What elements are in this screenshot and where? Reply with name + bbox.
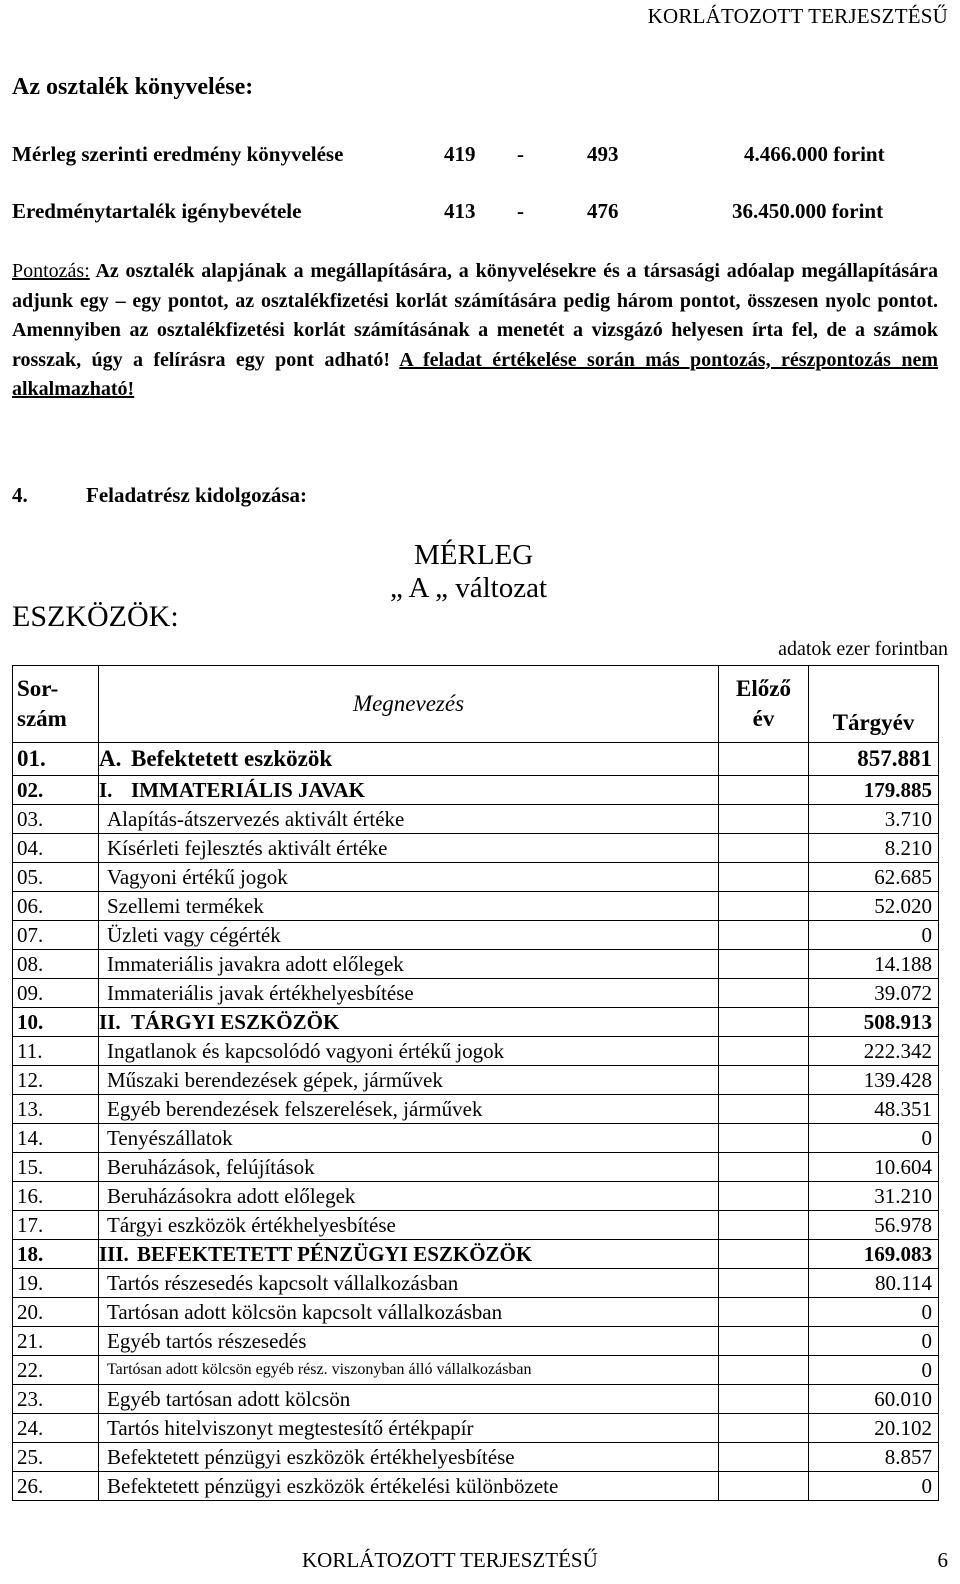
table-row bbox=[13, 743, 939, 776]
row-name: Egyéb berendezések felszerelések, járművek bbox=[107, 1096, 483, 1121]
row-previous-year bbox=[719, 1066, 809, 1095]
row-number: 02. bbox=[13, 776, 99, 805]
row-previous-year bbox=[719, 1327, 809, 1356]
row-name: Ingatlanok és kapcsolódó vagyoni értékű jogok bbox=[107, 1038, 505, 1063]
row-previous-year bbox=[719, 1414, 809, 1443]
row-name: Üzleti vagy cégérték bbox=[107, 922, 281, 947]
table-row bbox=[13, 892, 939, 921]
row-previous-year bbox=[719, 776, 809, 805]
table-row bbox=[13, 1182, 939, 1211]
row-current-year: 222.342 bbox=[809, 1037, 939, 1066]
row-current-year: 169.083 bbox=[809, 1240, 939, 1269]
row-label bbox=[99, 834, 719, 863]
row-number: 22. bbox=[13, 1356, 99, 1385]
row-previous-year bbox=[719, 1472, 809, 1501]
scoring-label: Pontozás: bbox=[12, 260, 90, 282]
row-previous-year bbox=[719, 1211, 809, 1240]
row-name: Tartósan adott kölcsön kapcsolt vállalkozásban bbox=[107, 1299, 503, 1324]
page-footer-classification: KORLÁTOZOTT TERJESZTÉSŰ bbox=[302, 1548, 598, 1572]
table-row bbox=[13, 1240, 939, 1269]
page-number: 6 bbox=[937, 1548, 948, 1572]
row-current-year: 0 bbox=[809, 921, 939, 950]
row-label bbox=[99, 1240, 719, 1269]
row-label bbox=[99, 950, 719, 979]
row-previous-year bbox=[719, 805, 809, 834]
balance-variant: „ A „ változat bbox=[390, 572, 548, 604]
row-label bbox=[99, 1211, 719, 1240]
table-row bbox=[13, 1298, 939, 1327]
journal-debit: 419 bbox=[444, 142, 476, 166]
row-number: 18. bbox=[13, 1240, 99, 1269]
row-number: 16. bbox=[13, 1182, 99, 1211]
row-previous-year bbox=[719, 1298, 809, 1327]
row-previous-year bbox=[719, 1182, 809, 1211]
row-previous-year bbox=[719, 1008, 809, 1037]
row-label bbox=[99, 863, 719, 892]
row-name: Befektetett eszközök bbox=[131, 746, 333, 771]
row-current-year: 60.010 bbox=[809, 1385, 939, 1414]
row-current-year: 8.210 bbox=[809, 834, 939, 863]
row-previous-year bbox=[719, 921, 809, 950]
row-number: 23. bbox=[13, 1385, 99, 1414]
row-label bbox=[99, 1472, 719, 1501]
table-row bbox=[13, 1269, 939, 1298]
row-label bbox=[99, 1066, 719, 1095]
table-row bbox=[13, 1037, 939, 1066]
row-label bbox=[99, 921, 719, 950]
row-name: Egyéb tartósan adott kölcsön bbox=[107, 1386, 351, 1411]
row-number: 26. bbox=[13, 1472, 99, 1501]
row-number: 10. bbox=[13, 1008, 99, 1037]
row-label bbox=[99, 1182, 719, 1211]
row-label bbox=[99, 776, 719, 805]
journal-amount: 4.466.000 forint bbox=[744, 142, 885, 166]
column-header-name: Megnevezés bbox=[99, 666, 719, 743]
row-previous-year bbox=[719, 1153, 809, 1182]
row-name: Egyéb tartós részesedés bbox=[107, 1328, 307, 1353]
row-name: Szellemi termékek bbox=[107, 893, 264, 918]
row-name: Befektetett pénzügyi eszközök értékelési különbözete bbox=[107, 1473, 559, 1498]
row-label bbox=[99, 892, 719, 921]
row-previous-year bbox=[719, 1124, 809, 1153]
row-code: II. bbox=[99, 1009, 121, 1034]
table-row bbox=[13, 1211, 939, 1240]
table-row bbox=[13, 1443, 939, 1472]
row-name: Immateriális javak értékhelyesbítése bbox=[107, 980, 414, 1005]
row-label bbox=[99, 1153, 719, 1182]
row-name: Műszaki berendezések gépek, járművek bbox=[107, 1067, 443, 1092]
row-current-year: 857.881 bbox=[809, 743, 939, 776]
row-name: Tartós részesedés kapcsolt vállalkozásban bbox=[107, 1270, 459, 1295]
row-name: Tárgyi eszközök értékhelyesbítése bbox=[107, 1212, 396, 1237]
table-row bbox=[13, 1066, 939, 1095]
row-name: Tartósan adott kölcsön egyéb rész. viszonyban álló vállalkozásban bbox=[107, 1361, 532, 1378]
column-header-sorszam: Sor- szám bbox=[13, 666, 99, 743]
journal-separator: - bbox=[517, 199, 524, 223]
row-current-year: 14.188 bbox=[809, 950, 939, 979]
row-previous-year bbox=[719, 979, 809, 1008]
table-row bbox=[13, 834, 939, 863]
row-current-year: 56.978 bbox=[809, 1211, 939, 1240]
row-number: 07. bbox=[13, 921, 99, 950]
row-number: 09. bbox=[13, 979, 99, 1008]
row-current-year: 80.114 bbox=[809, 1269, 939, 1298]
row-name: BEFEKTETETT PÉNZÜGYI ESZKÖZÖK bbox=[137, 1241, 533, 1266]
table-row bbox=[13, 863, 939, 892]
journal-credit: 493 bbox=[587, 142, 619, 166]
row-previous-year bbox=[719, 1095, 809, 1124]
row-label bbox=[99, 1095, 719, 1124]
row-current-year: 31.210 bbox=[809, 1182, 939, 1211]
row-previous-year bbox=[719, 1356, 809, 1385]
row-number: 01. bbox=[13, 743, 99, 776]
row-label bbox=[99, 1037, 719, 1066]
row-label bbox=[99, 805, 719, 834]
column-header-current-year: Tárgyév bbox=[809, 666, 939, 743]
table-row bbox=[13, 805, 939, 834]
table-row bbox=[13, 1327, 939, 1356]
row-label bbox=[99, 1385, 719, 1414]
row-current-year: 62.685 bbox=[809, 863, 939, 892]
row-current-year: 48.351 bbox=[809, 1095, 939, 1124]
row-name: Beruházásokra adott előlegek bbox=[107, 1183, 356, 1208]
row-label bbox=[99, 1298, 719, 1327]
row-previous-year bbox=[719, 950, 809, 979]
journal-amount: 36.450.000 forint bbox=[732, 199, 884, 223]
row-number: 20. bbox=[13, 1298, 99, 1327]
row-number: 25. bbox=[13, 1443, 99, 1472]
table-row bbox=[13, 1124, 939, 1153]
row-label bbox=[99, 1008, 719, 1037]
row-number: 21. bbox=[13, 1327, 99, 1356]
row-name: Befektetett pénzügyi eszközök értékhelyesbítése bbox=[107, 1444, 515, 1469]
table-row bbox=[13, 1095, 939, 1124]
row-previous-year bbox=[719, 1443, 809, 1472]
row-current-year: 52.020 bbox=[809, 892, 939, 921]
row-previous-year bbox=[719, 1269, 809, 1298]
table-row bbox=[13, 979, 939, 1008]
balance-table bbox=[12, 665, 939, 1501]
row-number: 03. bbox=[13, 805, 99, 834]
row-number: 13. bbox=[13, 1095, 99, 1124]
journal-separator: - bbox=[517, 142, 524, 166]
row-label bbox=[99, 1443, 719, 1472]
table-row bbox=[13, 1008, 939, 1037]
balance-side-label: ESZKÖZÖK: bbox=[12, 600, 179, 633]
journal-label: Mérleg szerinti eredmény könyvelése bbox=[12, 142, 344, 166]
journal-label: Eredménytartalék igénybevétele bbox=[12, 199, 302, 223]
balance-unit-note: adatok ezer forintban bbox=[778, 638, 948, 660]
row-number: 12. bbox=[13, 1066, 99, 1095]
row-current-year: 20.102 bbox=[809, 1414, 939, 1443]
row-current-year: 8.857 bbox=[809, 1443, 939, 1472]
row-code: III. bbox=[99, 1241, 129, 1266]
table-header-row bbox=[13, 666, 939, 743]
row-previous-year bbox=[719, 1385, 809, 1414]
row-number: 17. bbox=[13, 1211, 99, 1240]
row-label bbox=[99, 1327, 719, 1356]
row-label bbox=[99, 1124, 719, 1153]
row-number: 04. bbox=[13, 834, 99, 863]
row-previous-year bbox=[719, 863, 809, 892]
row-current-year: 0 bbox=[809, 1472, 939, 1501]
table-row bbox=[13, 1356, 939, 1385]
row-previous-year bbox=[719, 834, 809, 863]
row-number: 15. bbox=[13, 1153, 99, 1182]
row-name: Vagyoni értékű jogok bbox=[107, 864, 288, 889]
row-current-year: 179.885 bbox=[809, 776, 939, 805]
row-name: Tartós hitelviszonyt megtestesítő értékpapír bbox=[107, 1415, 474, 1440]
subsection-heading bbox=[12, 483, 307, 508]
row-previous-year bbox=[719, 1240, 809, 1269]
row-code: A. bbox=[99, 746, 122, 771]
table-row bbox=[13, 1472, 939, 1501]
row-current-year: 139.428 bbox=[809, 1066, 939, 1095]
page-header-classification: KORLÁTOZOTT TERJESZTÉSŰ bbox=[647, 4, 948, 28]
row-previous-year bbox=[719, 892, 809, 921]
scoring-note: A feladat értékelése során más pontozás, részpontozás nem alkalmazható! bbox=[12, 348, 938, 400]
row-current-year: 0 bbox=[809, 1298, 939, 1327]
row-name: IMMATERIÁLIS JAVAK bbox=[131, 777, 365, 802]
row-current-year: 0 bbox=[809, 1124, 939, 1153]
row-label bbox=[99, 743, 719, 776]
column-header-previous-year: Előző év bbox=[719, 666, 809, 743]
row-name: Beruházások, felújítások bbox=[107, 1154, 315, 1179]
scoring-paragraph bbox=[12, 257, 938, 405]
row-current-year: 0 bbox=[809, 1356, 939, 1385]
row-name: TÁRGYI ESZKÖZÖK bbox=[131, 1009, 340, 1034]
row-number: 08. bbox=[13, 950, 99, 979]
row-current-year: 0 bbox=[809, 1327, 939, 1356]
subsection-number: 4. bbox=[12, 483, 28, 507]
table-row bbox=[13, 921, 939, 950]
row-name: Alapítás-átszervezés aktivált értéke bbox=[107, 806, 405, 831]
row-number: 06. bbox=[13, 892, 99, 921]
table-row bbox=[13, 1153, 939, 1182]
table-row bbox=[13, 776, 939, 805]
section-title: Az osztalék könyvelése: bbox=[12, 74, 254, 100]
row-number: 11. bbox=[13, 1037, 99, 1066]
row-current-year: 508.913 bbox=[809, 1008, 939, 1037]
scoring-text: Az osztalék alapjának a megállapítására, a könyvelésekre és a társasági adóalap megállapítására adjunk egy – egy pontot, az osztalékfizetési korlát számítására pedig három pontot, összesen nyolc pontot. Amennyiben az osztalékfizetési korlát számításának a menetét a vizsgázó helyesen írta fel, de a számok rosszak, úgy a felírásra egy pont adható! bbox=[12, 260, 938, 371]
row-current-year: 3.710 bbox=[809, 805, 939, 834]
row-number: 24. bbox=[13, 1414, 99, 1443]
row-name: Immateriális javakra adott előlegek bbox=[107, 951, 404, 976]
journal-debit: 413 bbox=[444, 199, 476, 223]
table-row bbox=[13, 1414, 939, 1443]
balance-title: MÉRLEG bbox=[414, 539, 534, 571]
row-label bbox=[99, 1414, 719, 1443]
row-label bbox=[99, 1269, 719, 1298]
row-current-year: 10.604 bbox=[809, 1153, 939, 1182]
journal-credit: 476 bbox=[587, 199, 619, 223]
row-label bbox=[99, 1356, 719, 1385]
row-code: I. bbox=[99, 777, 113, 802]
row-current-year: 39.072 bbox=[809, 979, 939, 1008]
row-name: Tenyészállatok bbox=[107, 1125, 233, 1150]
row-number: 19. bbox=[13, 1269, 99, 1298]
row-previous-year bbox=[719, 1037, 809, 1066]
row-number: 05. bbox=[13, 863, 99, 892]
row-name: Kísérleti fejlesztés aktivált értéke bbox=[107, 835, 388, 860]
row-previous-year bbox=[719, 743, 809, 776]
table-row bbox=[13, 950, 939, 979]
row-number: 14. bbox=[13, 1124, 99, 1153]
subsection-title: Feladatrész kidolgozása: bbox=[86, 483, 308, 507]
table-row bbox=[13, 1385, 939, 1414]
row-label bbox=[99, 979, 719, 1008]
